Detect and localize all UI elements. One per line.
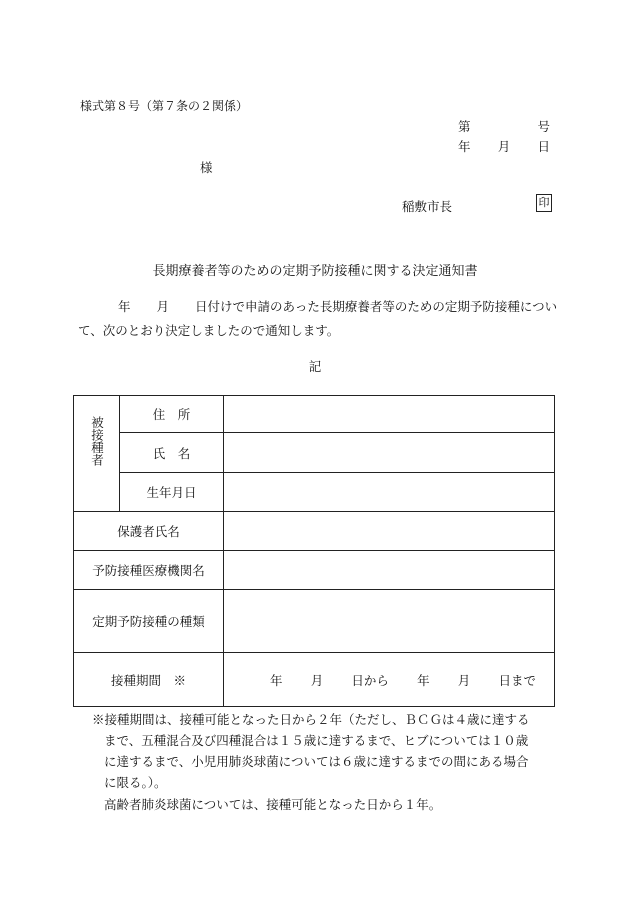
table-row <box>74 473 555 512</box>
guardian-label: 保護者氏名 <box>74 512 224 551</box>
birthdate-label: 生年月日 <box>120 473 224 512</box>
addressee-suffix: 様 <box>200 160 213 175</box>
note-line-2: まで、五種混合及び四種混合は１５歳に達するまで、ヒブについては１０歳 <box>104 733 529 748</box>
body-text: 日付けで申請のあった長期療養者等のための定期予防接種について、次のとおり決定しましたので通知します。 <box>78 299 558 338</box>
date-year: 年 <box>458 139 471 154</box>
address-label: 住 所 <box>120 396 224 433</box>
period-value <box>224 653 555 707</box>
document-number-line <box>458 117 550 135</box>
period-from-day: 日から <box>351 672 389 688</box>
document-title: 長期療養者等のための定期予防接種に関する決定通知書 <box>152 264 478 279</box>
period-from-month: 月 <box>310 672 324 688</box>
period-to-month: 月 <box>457 672 471 688</box>
vaccine-type-value <box>224 590 555 653</box>
issue-date-line <box>458 137 550 155</box>
period-label: 接種期間 ※ <box>74 653 224 707</box>
period-to-year: 年 <box>417 672 430 688</box>
institution-value <box>224 551 555 590</box>
notice-body <box>78 295 558 343</box>
address-value <box>224 396 555 433</box>
table-row <box>74 512 555 551</box>
vaccine-type-label: 定期予防接種の種類 <box>74 590 224 653</box>
note-line-5: 高齢者肺炎球菌については、接種可能となった日から１年。 <box>104 797 442 812</box>
note-line-3: に達するまで、小児用肺炎球菌については６歳に達するまでの間にある場合 <box>104 754 529 769</box>
note-line-4: に限る。）。 <box>104 775 167 790</box>
table-row <box>74 590 555 653</box>
table-row <box>74 396 555 433</box>
period-notes <box>92 709 557 815</box>
table-row <box>74 433 555 473</box>
birthdate-value <box>224 473 555 512</box>
ki-heading: 記 <box>308 359 322 374</box>
period-to-day: 日まで <box>498 672 536 688</box>
name-value <box>224 433 555 473</box>
date-day: 日 <box>537 139 550 154</box>
institution-label: 予防接種医療機関名 <box>74 551 224 590</box>
number-dai: 第 <box>458 119 471 134</box>
body-month: 月 <box>156 299 170 314</box>
table-row <box>74 551 555 590</box>
table-row <box>74 653 555 707</box>
note-line-1: ※接種期間は、接種可能となった日から２年（ただし、ＢＣＧは４歳に達する <box>92 712 530 727</box>
name-label: 氏 名 <box>120 433 224 473</box>
date-month: 月 <box>497 139 511 154</box>
period-from-year: 年 <box>270 672 283 688</box>
decision-table <box>73 395 555 707</box>
form-number: 様式第８号（第７条の２関係） <box>80 99 249 113</box>
body-year: 年 <box>118 299 131 314</box>
number-go: 号 <box>537 119 550 134</box>
mayor-title: 稲敷市長 <box>402 199 453 214</box>
vaccinee-group-cell <box>74 396 120 512</box>
vaccinee-group-label: 被接種者 <box>89 416 105 466</box>
guardian-value <box>224 512 555 551</box>
seal-mark: 印 <box>536 194 552 212</box>
